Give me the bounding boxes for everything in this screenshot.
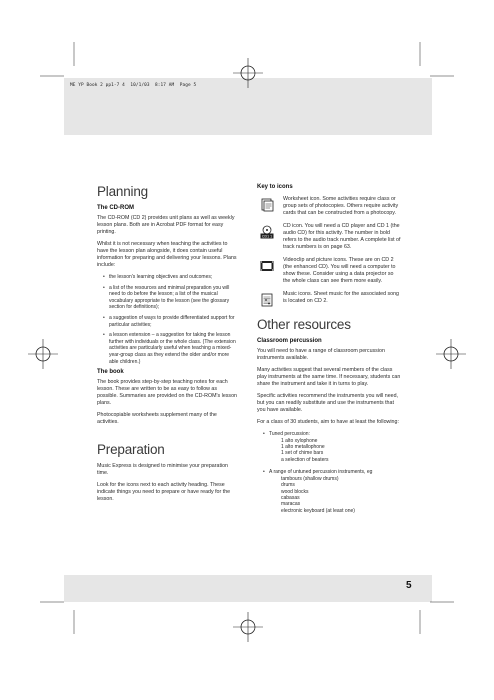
- list-item: tambours (shallow drums): [281, 475, 339, 482]
- tuned-items: [257, 438, 402, 464]
- list-item: • Tuned percussion:: [263, 431, 402, 438]
- list-item: drums: [281, 482, 295, 489]
- list-item: cabasas: [281, 495, 300, 502]
- preparation-paragraph-2: Look for the icons next to each activity heading. These indicate things you need to prepare or have ready for the lesson.: [97, 482, 231, 503]
- page-number: 5: [406, 580, 412, 591]
- videoclip-icon-description: Videoclip and picture icons. These are on CD 2 (the enhanced CD). You will need a computer to show these. Consider using a data projector so the whole class can see them more easily.: [283, 257, 396, 284]
- untuned-items: [257, 476, 402, 514]
- key-item-music: [257, 291, 402, 307]
- list-item: 1 alto metallophone: [281, 444, 325, 450]
- tuned-percussion-list: [263, 431, 402, 438]
- plans-include-list: [103, 274, 239, 365]
- list-item: • a suggestion of ways to provide differentiated support for particular activities;: [103, 315, 239, 328]
- key-to-icons-heading: Key to icons: [257, 184, 293, 190]
- list-item: electronic keyboard (at least one): [281, 507, 355, 514]
- list-item: maracas: [281, 501, 301, 508]
- untuned-percussion-list: [263, 469, 402, 476]
- key-item-worksheet: [257, 196, 402, 217]
- preparation-paragraph-1: Music Express is designed to minimise your preparation time.: [97, 463, 229, 477]
- list-item: wood blocks: [281, 488, 309, 495]
- book-heading: The book: [97, 369, 124, 376]
- cd-icon-label: CD1 1: [261, 234, 273, 239]
- music-sheet-icon: [260, 293, 274, 307]
- cd-icon: [260, 225, 274, 239]
- book-paragraph-2: Photocopiable worksheets supplement many of the activities.: [97, 412, 217, 426]
- music-icon-description: Music icons. Sheet music for the associated song is located on CD 2.: [283, 291, 399, 304]
- percussion-paragraph-1: You will need to have a range of classroom percussion instruments available.: [257, 348, 385, 361]
- print-slug: ME YP Book 2 pp1-7 4 10/1/03 8:17 AM Page 5: [70, 83, 197, 88]
- list-item: • a lesson extension – a suggestion for taking the lesson further with individuals or the whole class. (The extension activities are particularly useful when teaching a mixed-year-group class as they extend the older and/or more able children.): [103, 332, 239, 365]
- percussion-paragraph-2: Many activities suggest that several members of the class play instruments at the same time. If necessary, students can share the instrument and take it in turns to play.: [257, 367, 401, 387]
- list-item: • A range of untuned percussion instruments, eg: [263, 469, 402, 476]
- cdrom-heading: The CD-ROM: [97, 205, 134, 211]
- key-item-videoclip: [257, 257, 402, 285]
- right-column: [257, 184, 402, 514]
- left-column: [97, 184, 239, 508]
- worksheet-icon: [260, 198, 274, 212]
- list-item: • the lesson's learning objectives and outcomes;: [103, 274, 239, 281]
- percussion-paragraph-3: Specific activities recommend the instruments you will need, but you can readily substitute and use the instruments that you have available.: [257, 393, 399, 413]
- cdrom-paragraph-2: Whilst it is not necessary when teaching the activities to have the lesson plan alongside, it does contain useful information for preparing and delivering your lessons. Plans include:: [97, 241, 237, 268]
- list-item: a selection of beaters: [281, 456, 329, 463]
- key-item-cd: [257, 223, 402, 251]
- list-item: • a list of the resources and minimal preparation you will need to do before the lesson; a list of the musical vocabulary appropriate to the lesson (see the glossary section for definitions);: [103, 285, 239, 311]
- book-paragraph-1: The book provides step-by-step teaching notes for each lesson. These are written to be as easy to follow as possible. Summaries are provided on the CD-ROM's lesson plans.: [97, 379, 237, 407]
- other-resources-title: Other resources: [257, 317, 351, 332]
- list-item: 1 set of chime bars: [281, 450, 324, 457]
- videoclip-icon: [260, 259, 274, 273]
- classroom-percussion-heading: Classroom percussion: [257, 338, 322, 344]
- list-item: 1 alto xylophone: [281, 437, 318, 444]
- cdrom-paragraph-1: The CD-ROM (CD 2) provides unit plans as well as weekly lesson plans. Both are in Acrobat PDF format for easy printing.: [97, 215, 235, 235]
- worksheet-icon-description: Worksheet icon. Some activities require class or group sets of photocopies. Others require activity cards that can be constructed from a photocopy.: [283, 196, 399, 216]
- cd-icon-description: CD icon. You will need a CD player and CD 1 (the audio CD) for this activity. The number in bold refers to the audio track number. A complete list of track numbers is on page 63.: [283, 223, 401, 250]
- preparation-title: Preparation: [97, 442, 165, 458]
- percussion-paragraph-4: For a class of 30 students, aim to have at least the following:: [257, 419, 399, 425]
- planning-title: Planning: [97, 184, 148, 199]
